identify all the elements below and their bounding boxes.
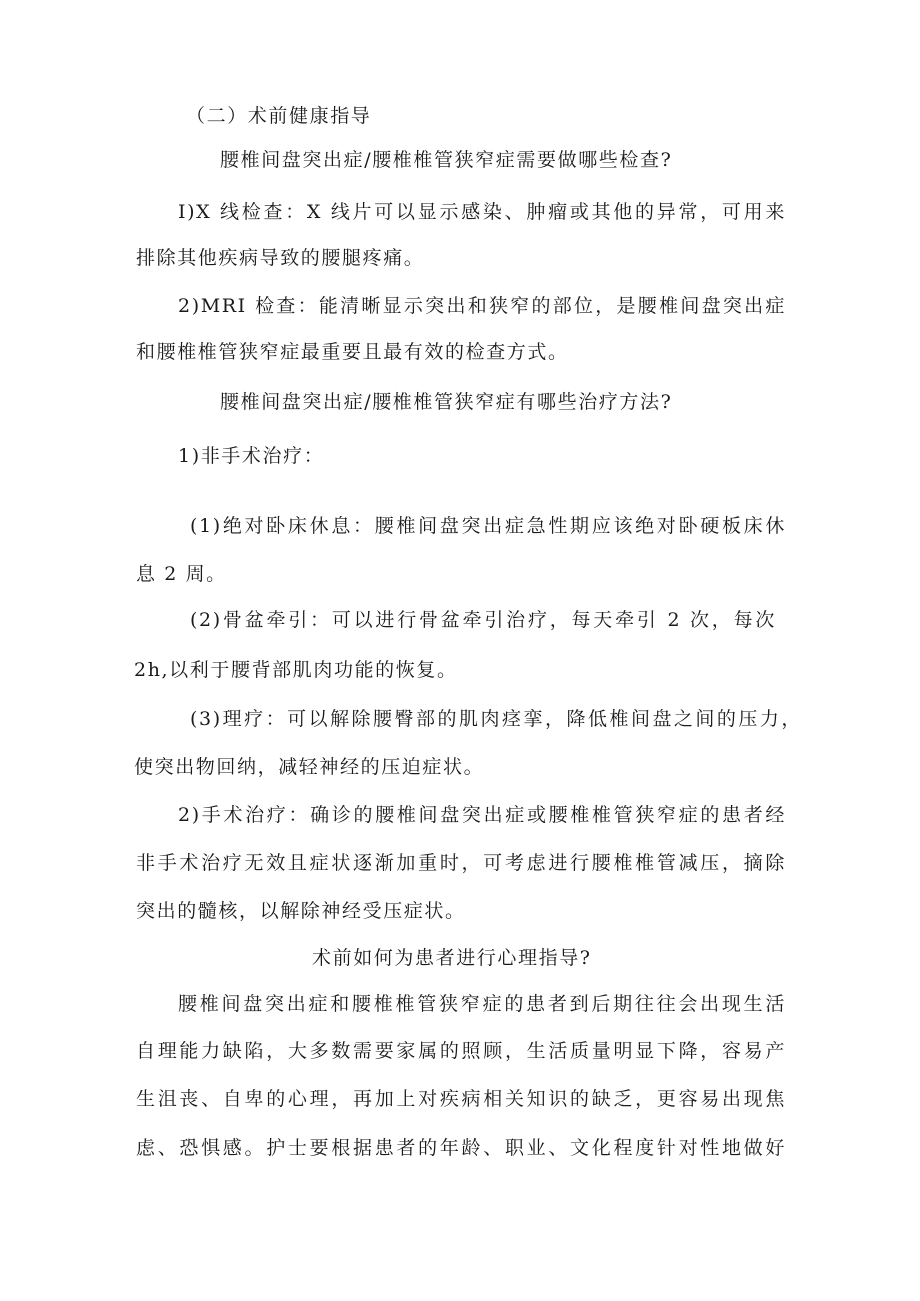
treatment-bedrest-line2: 息 2 周。	[136, 563, 227, 585]
exam-item-xray-line1: I)X 线检查：X 线片可以显示感染、肿瘤或其他的异常，可用来	[178, 201, 786, 223]
treatment-traction-line1: (2)骨盆牵引：可以进行骨盆牵引治疗，每天牵引 2 次，每次	[190, 609, 776, 631]
treatment-surgical-line3: 突出的髓核，以解除神经受压症状。	[136, 900, 466, 922]
exam-item-xray-line2: 排除其他疾病导致的腰腿疼痛。	[136, 247, 425, 269]
question-heading-exams: 腰椎间盘突出症/腰椎椎管狭窄症需要做哪些检查?	[220, 149, 673, 171]
treatment-surgical-line1: 2)手术治疗：确诊的腰椎间盘突出症或腰椎椎管狭窄症的患者经	[178, 804, 786, 826]
section-heading: （二）术前健康指导	[186, 105, 372, 127]
treatment-nonsurgical-heading: 1)非手术治疗：	[178, 445, 325, 467]
psychology-para-line1: 腰椎间盘突出症和腰椎椎管狭窄症的患者到后期往往会出现生活	[178, 993, 786, 1015]
psychology-para-line4: 虑、恐惧感。护士要根据患者的年龄、职业、文化程度针对性地做好	[136, 1137, 786, 1159]
treatment-bedrest-line1: (1)绝对卧床休息：腰椎间盘突出症急性期应该绝对卧硬板床休	[190, 515, 786, 537]
question-heading-psychology: 术前如何为患者进行心理指导?	[312, 947, 592, 969]
exam-item-mri-line1: 2)MRI 检查：能清晰显示突出和狭窄的部位，是腰椎间盘突出症	[178, 295, 786, 317]
treatment-physio-line2: 使突出物回纳，减轻神经的压迫症状。	[134, 756, 485, 778]
exam-item-mri-line2: 和腰椎椎管狭窄症最重要且最有效的检查方式。	[136, 341, 569, 363]
question-heading-treatment: 腰椎间盘突出症/腰椎椎管狭窄症有哪些治疗方法?	[220, 391, 673, 413]
treatment-physio-line1: (3)理疗：可以解除腰臀部的肌肉痉挛，降低椎间盘之间的压力，	[190, 708, 802, 730]
treatment-traction-line2: 2h,以利于腰背部肌肉功能的恢复。	[134, 659, 458, 681]
treatment-surgical-line2: 非手术治疗无效且症状逐渐加重时，可考虑进行腰椎椎管减压，摘除	[136, 852, 786, 874]
psychology-para-line3: 生沮丧、自卑的心理，再加上对疾病相关知识的缺乏，更容易出现焦	[136, 1088, 786, 1110]
psychology-para-line2: 自理能力缺陷，大多数需要家属的照顾，生活质量明显下降，容易产	[136, 1040, 786, 1062]
